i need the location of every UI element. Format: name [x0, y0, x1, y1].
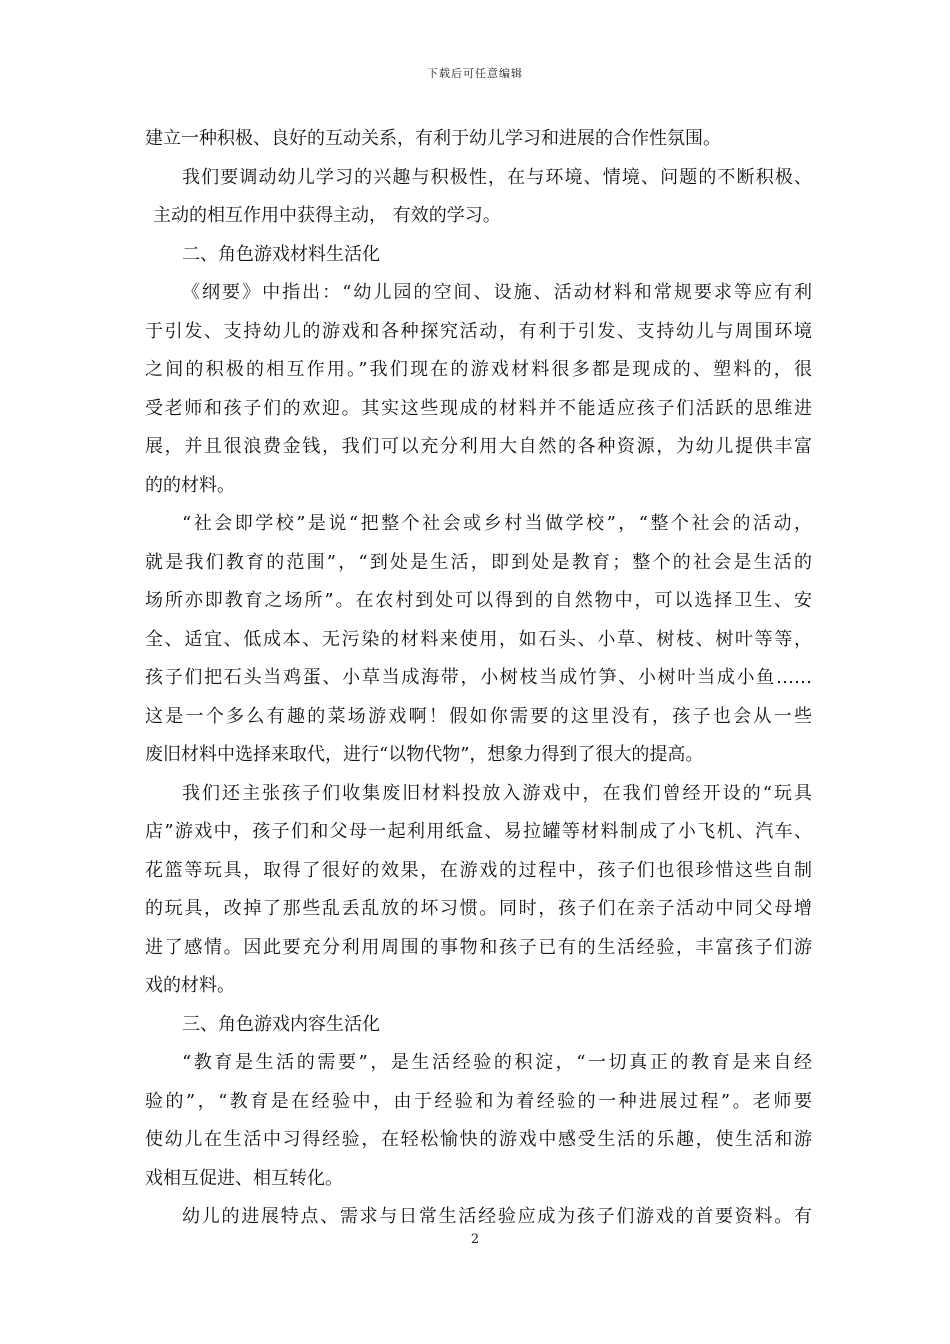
- text-line: 孩子们把石头当鸡蛋、小草当成海带，小树枝当成竹笋、小树叶当成小鱼……: [145, 667, 812, 688]
- text-line: 店”游戏中，孩子们和父母一起利用纸盒、易拉罐等材料制成了小飞机、汽车、: [145, 821, 812, 842]
- document-body: [145, 120, 812, 1237]
- section-heading: 三、角色游戏内容生活化: [182, 1013, 380, 1035]
- text-line: 我们要调动幼儿学习的兴趣与积极性，在与环境、情境、问题的不断积极、: [182, 166, 812, 188]
- text-line: 我们还主张孩子们收集废旧材料投放入游戏中，在我们曾经开设的“玩具: [182, 782, 812, 804]
- text-line: 验的”，“教育是在经验中，由于经验和为着经验的一种进展过程”。老师要: [145, 1090, 812, 1112]
- page-header: 下载后可任意编辑: [427, 67, 523, 80]
- text-line: 场所亦即教育之场所”。在农村到处可以得到的自然物中，可以选择卫生、安: [145, 590, 812, 611]
- text-line: 进了感情。因此要充分利用周围的事物和孩子已有的生活经验，丰富孩子们游: [145, 936, 812, 958]
- text-line: “社会即学校”是说“把整个社会或乡村当做学校”，“整个社会的活动，: [182, 513, 812, 534]
- text-line: 这是一个多么有趣的菜场游戏啊！假如你需要的这里没有，孩子也会从一些: [145, 705, 812, 727]
- text-line: 花篮等玩具，取得了很好的效果，在游戏的过程中，孩子们也很珍惜这些自制: [145, 859, 812, 881]
- section-heading: 二、角色游戏材料生活化: [182, 243, 380, 265]
- text-line: 戏的材料。: [145, 975, 235, 996]
- text-line: 之间的积极的相互作用。”我们现在的游戏材料很多都是现成的、塑料的，很: [145, 359, 812, 380]
- text-line: 戏相互促进、相互转化。: [145, 1167, 343, 1189]
- text-line: 主动的相互作用中获得主动， 有效的学习。: [153, 205, 501, 226]
- text-line: 幼儿的进展特点、需求与日常生活经验应成为孩子们游戏的首要资料。有: [182, 1206, 812, 1227]
- text-line: 全、适宜、低成本、无污染的材料来使用，如石头、小草、树枝、树叶等等，: [145, 628, 812, 650]
- text-line: “教育是生活的需要”，是生活经验的积淀，“一切真正的教育是来自经: [182, 1052, 812, 1073]
- text-line: 的玩具，改掉了那些乱丢乱放的坏习惯。同时，孩子们在亲子活动中同父母增: [145, 898, 812, 919]
- text-line: 展，并且很浪费金钱，我们可以充分利用大自然的各种资源，为幼儿提供丰富: [145, 436, 812, 457]
- text-line: 的的材料。: [145, 474, 235, 496]
- text-line: 使幼儿在生活中习得经验，在轻松愉快的游戏中感受生活的乐趣，使生活和游: [145, 1129, 812, 1150]
- text-line: 受老师和孩子们的欢迎。其实这些现成的材料并不能适应孩子们活跃的思维进: [145, 397, 812, 419]
- text-line: 《纲要》中指出：“幼儿园的空间、设施、活动材料和常规要求等应有利: [182, 282, 812, 303]
- text-line: 废旧材料中选择来取代，进行“以物代物”，想象力得到了很大的提高。: [145, 744, 704, 765]
- text-line: 就是我们教育的范围”，“到处是生活，即到处是教育；整个的社会是生活的: [145, 551, 812, 573]
- page-number: 2: [470, 1232, 480, 1247]
- text-line: 建立一种积极、良好的互动关系，有利于幼儿学习和进展的合作性氛围。: [145, 128, 721, 149]
- text-line: 于引发、支持幼儿的游戏和各种探究活动，有利于引发、支持幼儿与周围环境: [145, 320, 812, 342]
